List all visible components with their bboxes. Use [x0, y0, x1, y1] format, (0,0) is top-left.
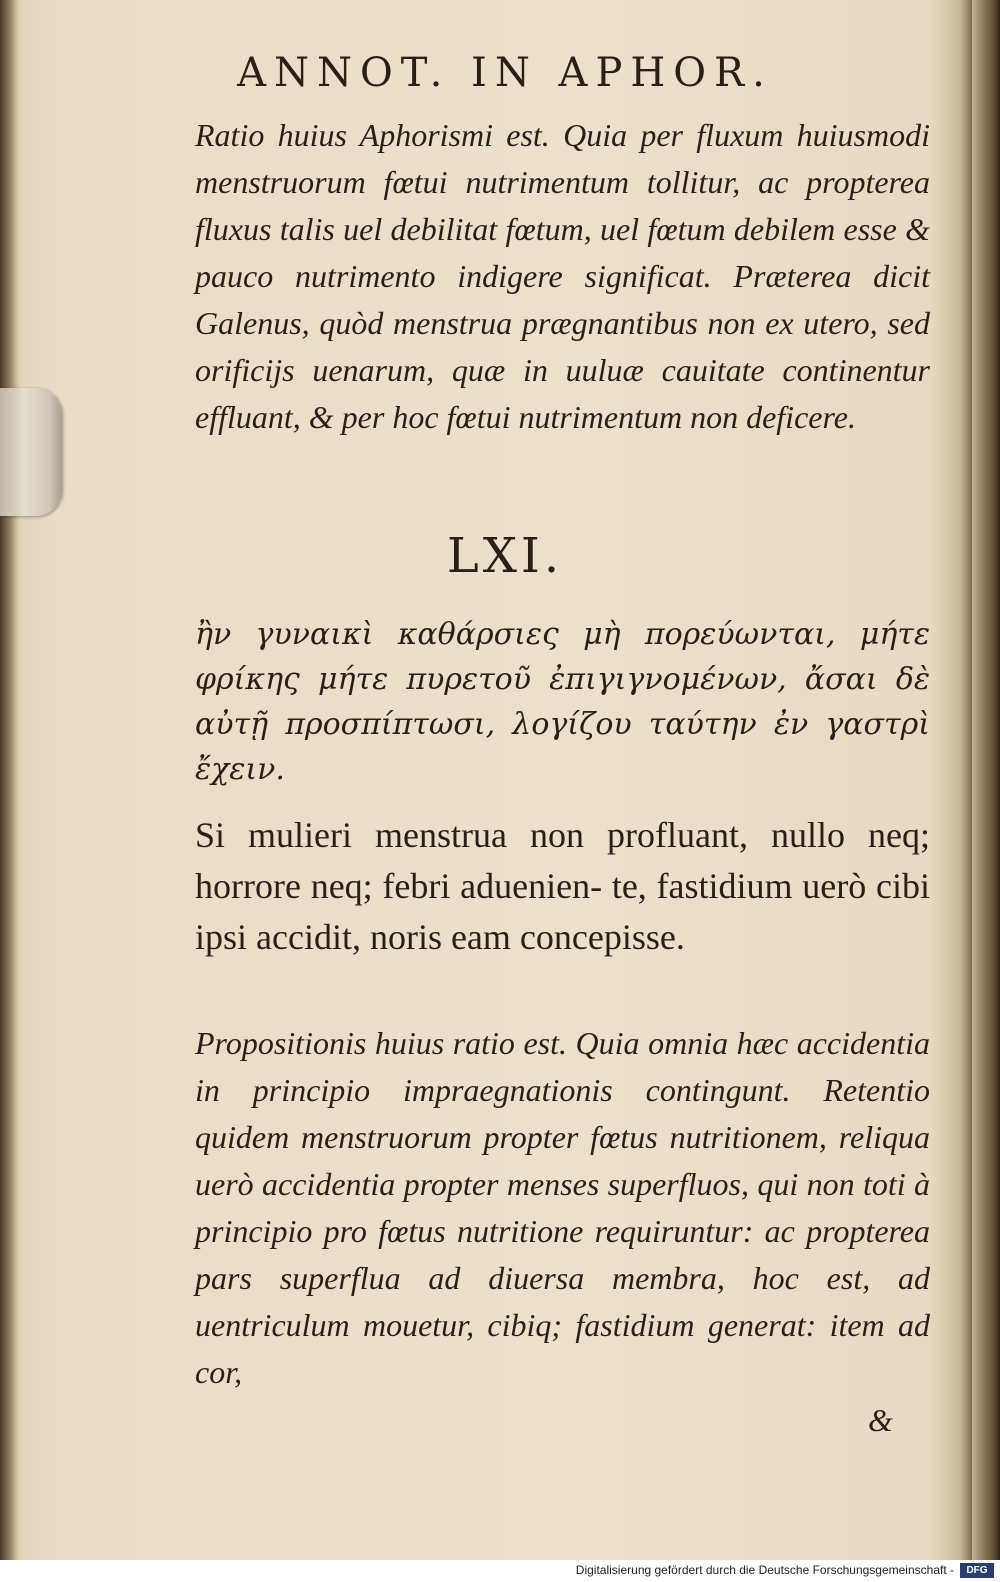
book-page [60, 20, 950, 1550]
book-spine-edge [0, 0, 18, 1560]
latin-translation: Si mulieri menstrua non profluant, nullo neq; horrore neq; febri aduenien- te, fastidium uerò cibi ipsi accidit, noris eam concepisse. [195, 815, 930, 957]
footer-credit: Digitalisierung gefördert durch die Deutsche Forschungsgemeinschaft - [575, 1563, 954, 1577]
dfg-logo: DFG [960, 1563, 994, 1578]
digitization-footer [0, 1560, 1000, 1582]
commentary-paragraph-2: Propositionis huius ratio est. Quia omnia hæc accidentia in principio impraegnationis contingunt. Retentio quidem menstruorum propter fœtus nutritionem, reliqua uerò accidentia propter menses superfluos, qui non toti à principio pro fœtus nutritione requiruntur: ac propterea pars superflua ad diuersa membra, hoc est, ad uentriculum mouetur, cibiq; fastidium generat: item ad cor, [195, 1025, 930, 1390]
running-header: ANNOT. IN APHOR. [237, 50, 773, 96]
page-clip [0, 388, 62, 516]
greek-aphorism: ἢν γυναικὶ καθάρσιες μὴ πορεύωνται, μήτε φρίκης μήτε πυρετοῦ ἐπιγιγνομένων, ἄσαι δὲ αὐτῇ προσπίπτωσι, λογίζου ταύτην ἐν γαστρὶ ἔχειν. [195, 617, 930, 787]
catchword: & [868, 1402, 893, 1438]
page-stack-edge [972, 0, 1000, 1560]
aphorism-number: LXI. [446, 528, 564, 584]
commentary-paragraph-1: Ratio huius Aphorismi est. Quia per fluxum huiusmodi menstruorum fœtui nutrimentum tollitur, ac propterea fluxus talis uel debilitat fœtum, uel fœtum debilem esse & pauco nutrimento indigere significat. Præterea dicit Galenus, quòd menstrua prægnantibus non ex utero, sed orificijs uenarum, quæ in uuluæ cauitate continentur effluant, & per hoc fœtui nutrimentum non deficere. [195, 117, 930, 435]
